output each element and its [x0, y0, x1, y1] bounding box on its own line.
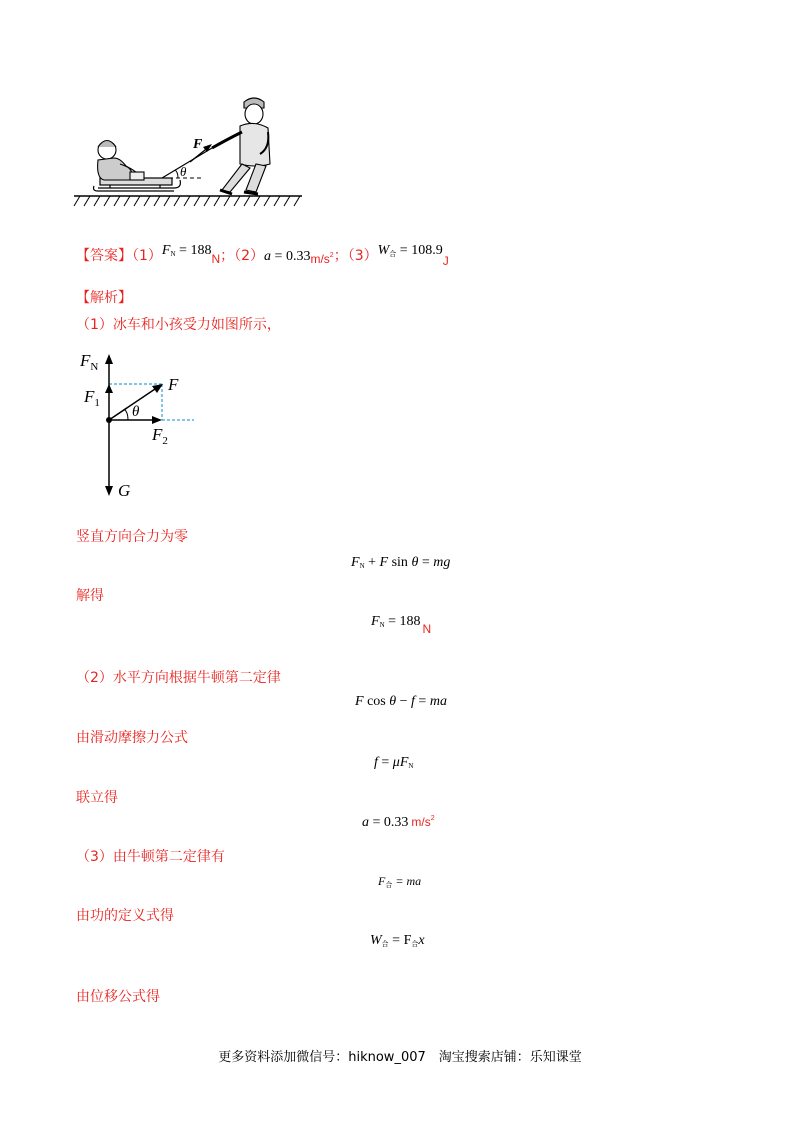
answer2-unit: $m/s^2$	[310, 252, 334, 266]
G-label: G	[118, 481, 131, 500]
analysis-step1-text: （1）冰车和小孩受力如图所示，	[76, 317, 281, 333]
scene-force-label: F	[193, 137, 203, 152]
answer-label: 【答案】	[76, 248, 132, 264]
FN-unit: N	[422, 622, 432, 636]
footer-text: 更多资料添加微信号：hiknow_007 淘宝搜索店铺：乐知课堂	[218, 1050, 582, 1065]
equation-friction: $f = \mu F_N$	[374, 755, 414, 770]
scene-angle-label: θ	[180, 164, 187, 179]
step-displacement-formula: 由位移公式得	[76, 989, 160, 1005]
equation-vertical-balance: $F_N + F$ sin θ = mg	[351, 555, 451, 570]
equation-work: $W_合 = F_合x$	[370, 933, 425, 948]
rope	[162, 148, 212, 178]
answer3-formula: $W_合 = 108.9$	[377, 243, 443, 258]
step-newton-second-law: （3）由牛顿第二定律有	[76, 849, 225, 865]
step-vertical-net-force-zero: 竖直方向合力为零	[76, 529, 188, 545]
answer-line: 【答案】$(1)F_N = 188N$；$(2)a = 0.33m/s^2$；$(3)W_合 = 108.9J$	[76, 243, 449, 268]
theta-label: θ	[132, 404, 140, 420]
angle-arc	[175, 170, 178, 178]
step-horizontal-newton: （2）水平方向根据牛顿第二定律	[76, 670, 281, 686]
man-figure	[212, 98, 270, 194]
FN-label: $F_N$	[80, 351, 99, 373]
F-label: F	[168, 375, 179, 394]
equation-horizontal-newton: F cos θ − f = ma	[355, 694, 447, 709]
equation-net-force: $F_合$ = ma	[378, 874, 422, 889]
answer-part2-number: （2）	[234, 248, 265, 264]
equation-FN-result: $F_N = 188$ N	[371, 614, 432, 636]
answer2-formula: a = 0.33	[264, 249, 311, 264]
answer1-formula: $F_N = 188$	[161, 243, 212, 258]
answer3-unit: J	[442, 254, 449, 268]
sled-scene-illustration	[70, 92, 310, 212]
answer-part3-number: （3）	[347, 248, 378, 264]
child-figure	[98, 141, 144, 181]
force-diagram	[76, 346, 206, 502]
analysis-label: 【解析】	[76, 290, 132, 306]
step-work-definition: 由功的定义式得	[76, 908, 174, 924]
answer1-unit: N	[211, 252, 221, 266]
equation-acceleration: a = 0.33 $m/s^2$	[362, 815, 435, 830]
F1-arrowhead	[105, 384, 113, 393]
step-combine: 联立得	[76, 790, 118, 806]
step-solve: 解得	[76, 588, 104, 604]
ground-hatching	[74, 196, 300, 206]
step-friction-formula: 由滑动摩擦力公式	[76, 730, 188, 746]
answer-part1-number: （1）	[132, 248, 162, 264]
origin-point	[106, 417, 112, 423]
G-arrow	[105, 420, 113, 496]
acceleration-unit: $m/s^2$	[411, 815, 435, 829]
F2-label: $F_2$	[152, 425, 168, 447]
F1-label: $F_1$	[84, 387, 100, 409]
